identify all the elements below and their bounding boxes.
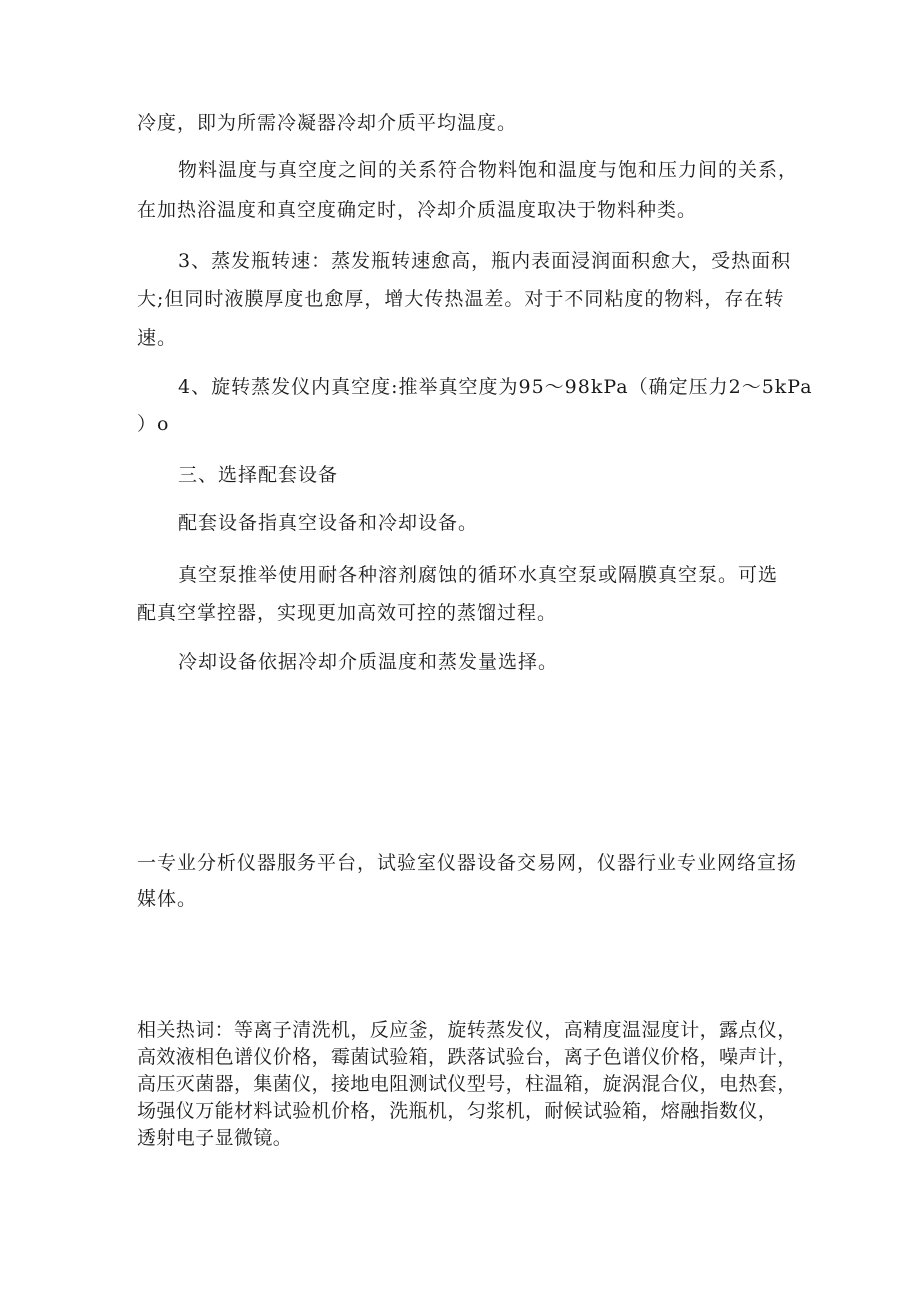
section-heading: 三、选择配套设备 xyxy=(178,464,339,486)
keywords-line: 高效液相色谱仪价格，霉菌试验箱，跌落试验台，离子色谱仪价格，噪声计， xyxy=(137,1046,797,1068)
paragraph-line: 冷却设备依据冷却介质温度和蒸发量选择。 xyxy=(178,651,559,673)
paragraph-line: 配套设备指真空设备和冷却设备。 xyxy=(178,512,479,534)
paragraph-line: 真空泵推举使用耐各种溶剂腐蚀的循环水真空泵或隔膜真空泵。可选 xyxy=(178,564,779,586)
footer-slogan: 媒体。 xyxy=(137,888,198,910)
paragraph-line: 冷度，即为所需冷凝器冷却介质平均温度。 xyxy=(137,112,518,134)
keywords-line: 相关热词：等离子清洗机，反应釜，旋转蒸发仪，高精度温湿度计，露点仪， xyxy=(137,1019,797,1041)
keywords-line: 透射电子显微镜。 xyxy=(137,1127,293,1149)
paragraph-line: 配真空掌控器，实现更加高效可控的蒸馏过程。 xyxy=(137,602,558,624)
paragraph-line: ）o xyxy=(137,413,170,435)
paragraph-line: 在加热浴温度和真空度确定时，冷却介质温度取决于物料种类。 xyxy=(137,199,698,221)
keywords-line: 场强仪万能材料试验机价格，洗瓶机，匀浆机，耐候试验箱，熔融指数仪， xyxy=(137,1100,778,1122)
paragraph-line: 4、旋转蒸发仪内真空度:推举真空度为95～98kPa（确定压力2～5kPa xyxy=(178,376,813,398)
footer-slogan: 一专业分析仪器服务平台，试验室仪器设备交易网，仪器行业专业网络宣扬 xyxy=(137,852,798,874)
paragraph-line: 大;但同时液膜厚度也愈厚，增大传热温差。对于不同粘度的物料，存在转 xyxy=(137,288,785,310)
keywords-line: 高压灭菌器，集菌仪，接地电阻测试仪型号，柱温箱，旋涡混合仪，电热套， xyxy=(137,1073,797,1095)
paragraph-line: 物料温度与真空度之间的关系符合物料饱和温度与饱和压力间的关系， xyxy=(178,159,799,181)
paragraph-line: 3、蒸发瓶转速：蒸发瓶转速愈高，瓶内表面浸润面积愈大，受热面积 xyxy=(178,250,792,272)
paragraph-line: 速。 xyxy=(137,327,178,349)
